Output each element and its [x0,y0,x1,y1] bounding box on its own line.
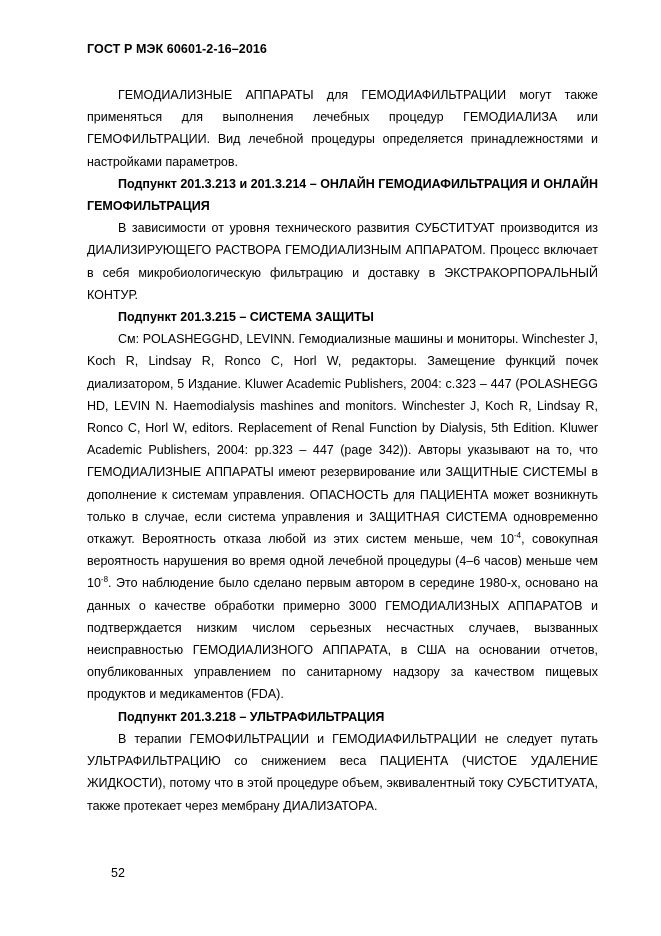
protective-system-text-c: . Это наблюдение было сделано первым автором в середине 1980-х, основано на данных о качестве обработки примерно 3000 ГЕМОДИАЛИЗНЫХ АППАРАТОВ и подтверждается низким числом серьезных несчастных случаев, вызванных неисправностью ГЕМОДИАЛИЗНОГО АППАРАТА, в США на основании отчетов, опубликованных управлением по санитарному надзору за качеством пищевых продуктов и медикаментов (FDA). [87,576,598,702]
exponent-1: -4 [514,530,522,540]
protective-system-text-a: См: POLASHEGGHD, LEVINN. Гемодиализные машины и мониторы. Winchester J, Koch R, Lindsay R, Ronco C, Horl W, редакторы. Замещение функций почек диализатором, 5 Издание. Kluwer Academic Publishers, 2004: с.323 – 447 (POLASHEGG HD, LEVIN N. Haemodialysis mashines and monitors. Winchester J, Koch R, Lindsay R, Ronco C, Horl W, editors. Replacement of Renal Function by Dialysis, 5th Edition. Kluwer Academic Publishers, 2004: pp.323 – 447 (page 342)). Авторы указывают на то, что ГЕМОДИАЛИЗНЫЕ АППАРАТЫ имеют резервирование или ЗАЩИТНЫЕ СИСТЕМЫ в дополнение к системам управления. ОПАСНОСТЬ для ПАЦИЕНТА может возникнуть только в случае, если система управления и ЗАЩИТНАЯ СИСТЕМА одновременно откажут. Вероятность отказа любой из этих систем меньше, чем 10 [87,332,598,547]
heading-subclause-215: Подпункт 201.3.215 – СИСТЕМА ЗАЩИТЫ [118,310,374,325]
page-number: 52 [111,866,125,880]
heading-subclause-213-214: Подпункт 201.3.213 и 201.3.214 – ОНЛАЙН ГЕМОДИАФИЛЬТРАЦИЯ И ОНЛАЙН ГЕМОФИЛЬТРАЦИЯ [87,176,598,214]
document-header: ГОСТ Р МЭК 60601-2-16–2016 [87,42,267,56]
paragraph-protective-system [87,328,598,705]
document-body [87,84,598,817]
paragraph-hemodialysis-machines: ГЕМОДИАЛИЗНЫЕ АППАРАТЫ для ГЕМОДИАФИЛЬТРАЦИИ могут также применяться для выполнения лечебных процедур ГЕМОДИАЛИЗА или ГЕМОФИЛЬТРАЦИИ. Вид лечебной процедуры определяется принадлежностями и настройками параметров. [87,88,598,169]
paragraph-ultrafiltration: В терапии ГЕМОФИЛЬТРАЦИИ и ГЕМОДИАФИЛЬТРАЦИИ не следует путать УЛЬТРАФИЛЬТРАЦИЮ со снижением веса ПАЦИЕНТА (ЧИСТОЕ УДАЛЕНИЕ ЖИДКОСТИ), потому что в этой процедуре объем, эквивалентный току СУБСТИТУАТА, также протекает через мембрану ДИАЛИЗАТОРА. [87,731,598,813]
paragraph-substituate: В зависимости от уровня технического развития СУБСТИТУАТ производится из ДИАЛИЗИРУЮЩЕГО РАСТВОРА ГЕМОДИАЛИЗНЫМ АППАРАТОМ. Процесс включает в себя микробиологическую фильтрацию и доставку в ЭКСТРАКОРПОРАЛЬНЫЙ КОНТУР. [87,221,598,302]
exponent-2: -8 [100,575,109,585]
protective-system-text-b: , совокупная вероятность нарушения во время одной лечебной процедуры (4–6 часов) меньше чем 10 [87,532,598,591]
heading-subclause-218: Подпункт 201.3.218 – УЛЬТРАФИЛЬТРАЦИЯ [118,709,385,724]
